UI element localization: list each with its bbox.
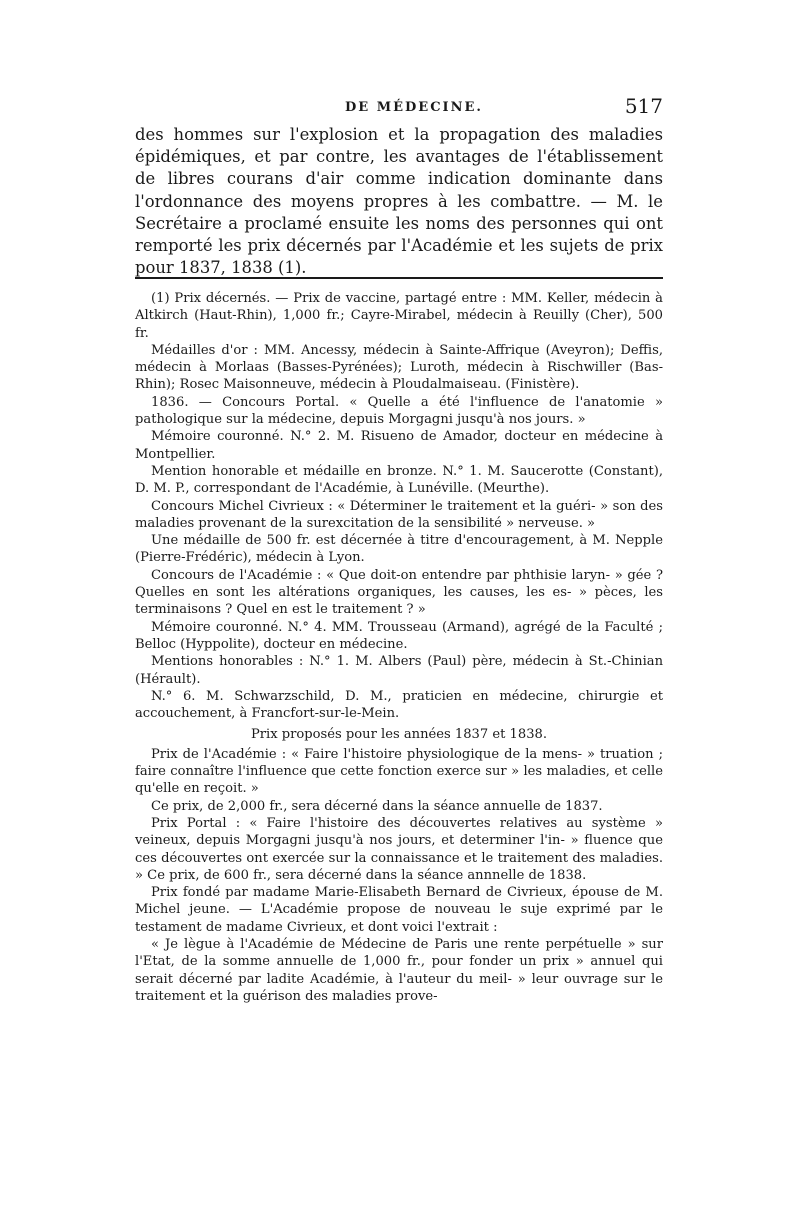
page-number: 517 xyxy=(624,94,663,118)
section-heading: Prix proposés pour les années 1837 et 1838. xyxy=(250,727,548,743)
footnote-line: Prix de l'Académie : « Faire l'histoire physiologique de la mens- » truation ; faire connaître l'influence que cette fonction exerce sur » les maladies, et celle qu'elle en reçoit. » xyxy=(135,746,663,797)
footnote-line: Mention honorable et médaille en bronze. N.° 1. M. Saucerotte (Constant), D. M. P., correspondant de l'Académie, à Lunéville. (Meurthe). xyxy=(135,463,663,497)
footnote-rule xyxy=(135,277,663,279)
page-header xyxy=(135,96,663,122)
footnote-line: Ce prix, de 2,000 fr., sera décerné dans la séance annuelle de 1837. xyxy=(151,798,603,814)
footnote xyxy=(135,290,663,1005)
body-paragraph: des hommes sur l'explosion et la propagation des maladies épidémiques, et par contre, les avantages de l'établissement de libres courans d'air comme indication dominante dans l'ordonnance des moyens propres à les combattre. — M. le Secrétaire a proclamé ensuite les noms des personnes qui ont remporté les prix décernés par l'Académie et les sujets de prix pour 1837, 1838 (1). xyxy=(135,125,663,278)
footnote-line: Mentions honorables : N.° 1. M. Albers (Paul) père, médecin à St.-Chinian (Hérault). xyxy=(135,654,663,687)
footnote-line: Médailles d'or : MM. Ancessy, médecin à Sainte-Affrique (Aveyron); Deffis, médecin à Morlaas (Basses-Pyrénées); Luroth, médecin à Rischwiller (Bas-Rhin); Rosec Maisonneuve, médecin à Ploudalmaiseau. (Finistère). xyxy=(135,342,663,393)
footnote-line: « Je lègue à l'Académie de Médecine de Paris une rente perpétuelle » sur l'Etat, de la somme annuelle de 1,000 fr., pour fonder un prix » annuel qui serait décerné par ladite Académie, à l'auteur du meil- » leur ouvrage sur le traitement et la guérison des maladies prove- xyxy=(135,936,663,1004)
footnote-line: Concours de l'Académie : « Que doit-on entendre par phthisie laryn- » gée ? Quelles en sont les altérations organiques, les causes, les es- » pèces, les terminaisons ? Quel en est le traitement ? » xyxy=(135,567,663,618)
footnote-line: Prix fondé par madame Marie-Elisabeth Bernard de Civrieux, épouse de M. Michel jeune. — L'Académie propose de nouveau le suje exprimé par le testament de madame Civrieux, et dont voici l'extrait : xyxy=(135,885,663,935)
main-text xyxy=(135,124,663,279)
footnote-line: (1) Prix décernés. — Prix de vaccine, partagé entre : MM. Keller, médecin à Altkirch (Haut-Rhin), 1,000 fr.; Cayre-Mirabel, médecin à Reuilly (Cher), 500 fr. xyxy=(135,291,663,341)
footnote-line: Prix Portal : « Faire l'histoire des découvertes relatives au système » veineux, depuis Morgagni jusqu'à nos jours, et determiner l'in- » fluence que ces découvertes ont exercée sur la connaissance et le traitement des maladies. » Ce prix, de 600 fr., sera décerné dans la séance annnelle de 1838. xyxy=(135,815,663,883)
footnote-line: Concours Michel Civrieux : « Déterminer le traitement et la guéri- » son des maladies provenant de la surexcitation de la sensibilité » nerveuse. » xyxy=(135,498,663,531)
footnote-line: N.° 6. M. Schwarzschild, D. M., praticien en médecine, chirurgie et accouchement, à Francfort-sur-le-Mein. xyxy=(135,688,663,722)
footnote-line: Une médaille de 500 fr. est décernée à titre d'encouragement, à M. Nepple (Pierre-Frédéric), médecin à Lyon. xyxy=(135,533,663,566)
footnote-line: Mémoire couronné. N.° 4. MM. Trousseau (Armand), agrégé de la Faculté ; Belloc (Hyppolite), docteur en médecine. xyxy=(135,619,663,652)
footnote-line: Mémoire couronné. N.° 2. M. Risueno de Amador, docteur en médecine à Montpellier. xyxy=(135,429,663,462)
footnote-line: 1836. — Concours Portal. « Quelle a été l'influence de l'anatomie » pathologique sur la médecine, depuis Morgagni jusqu'à nos jours. » xyxy=(135,394,663,428)
running-head: DE MÉDECINE. xyxy=(345,100,483,115)
